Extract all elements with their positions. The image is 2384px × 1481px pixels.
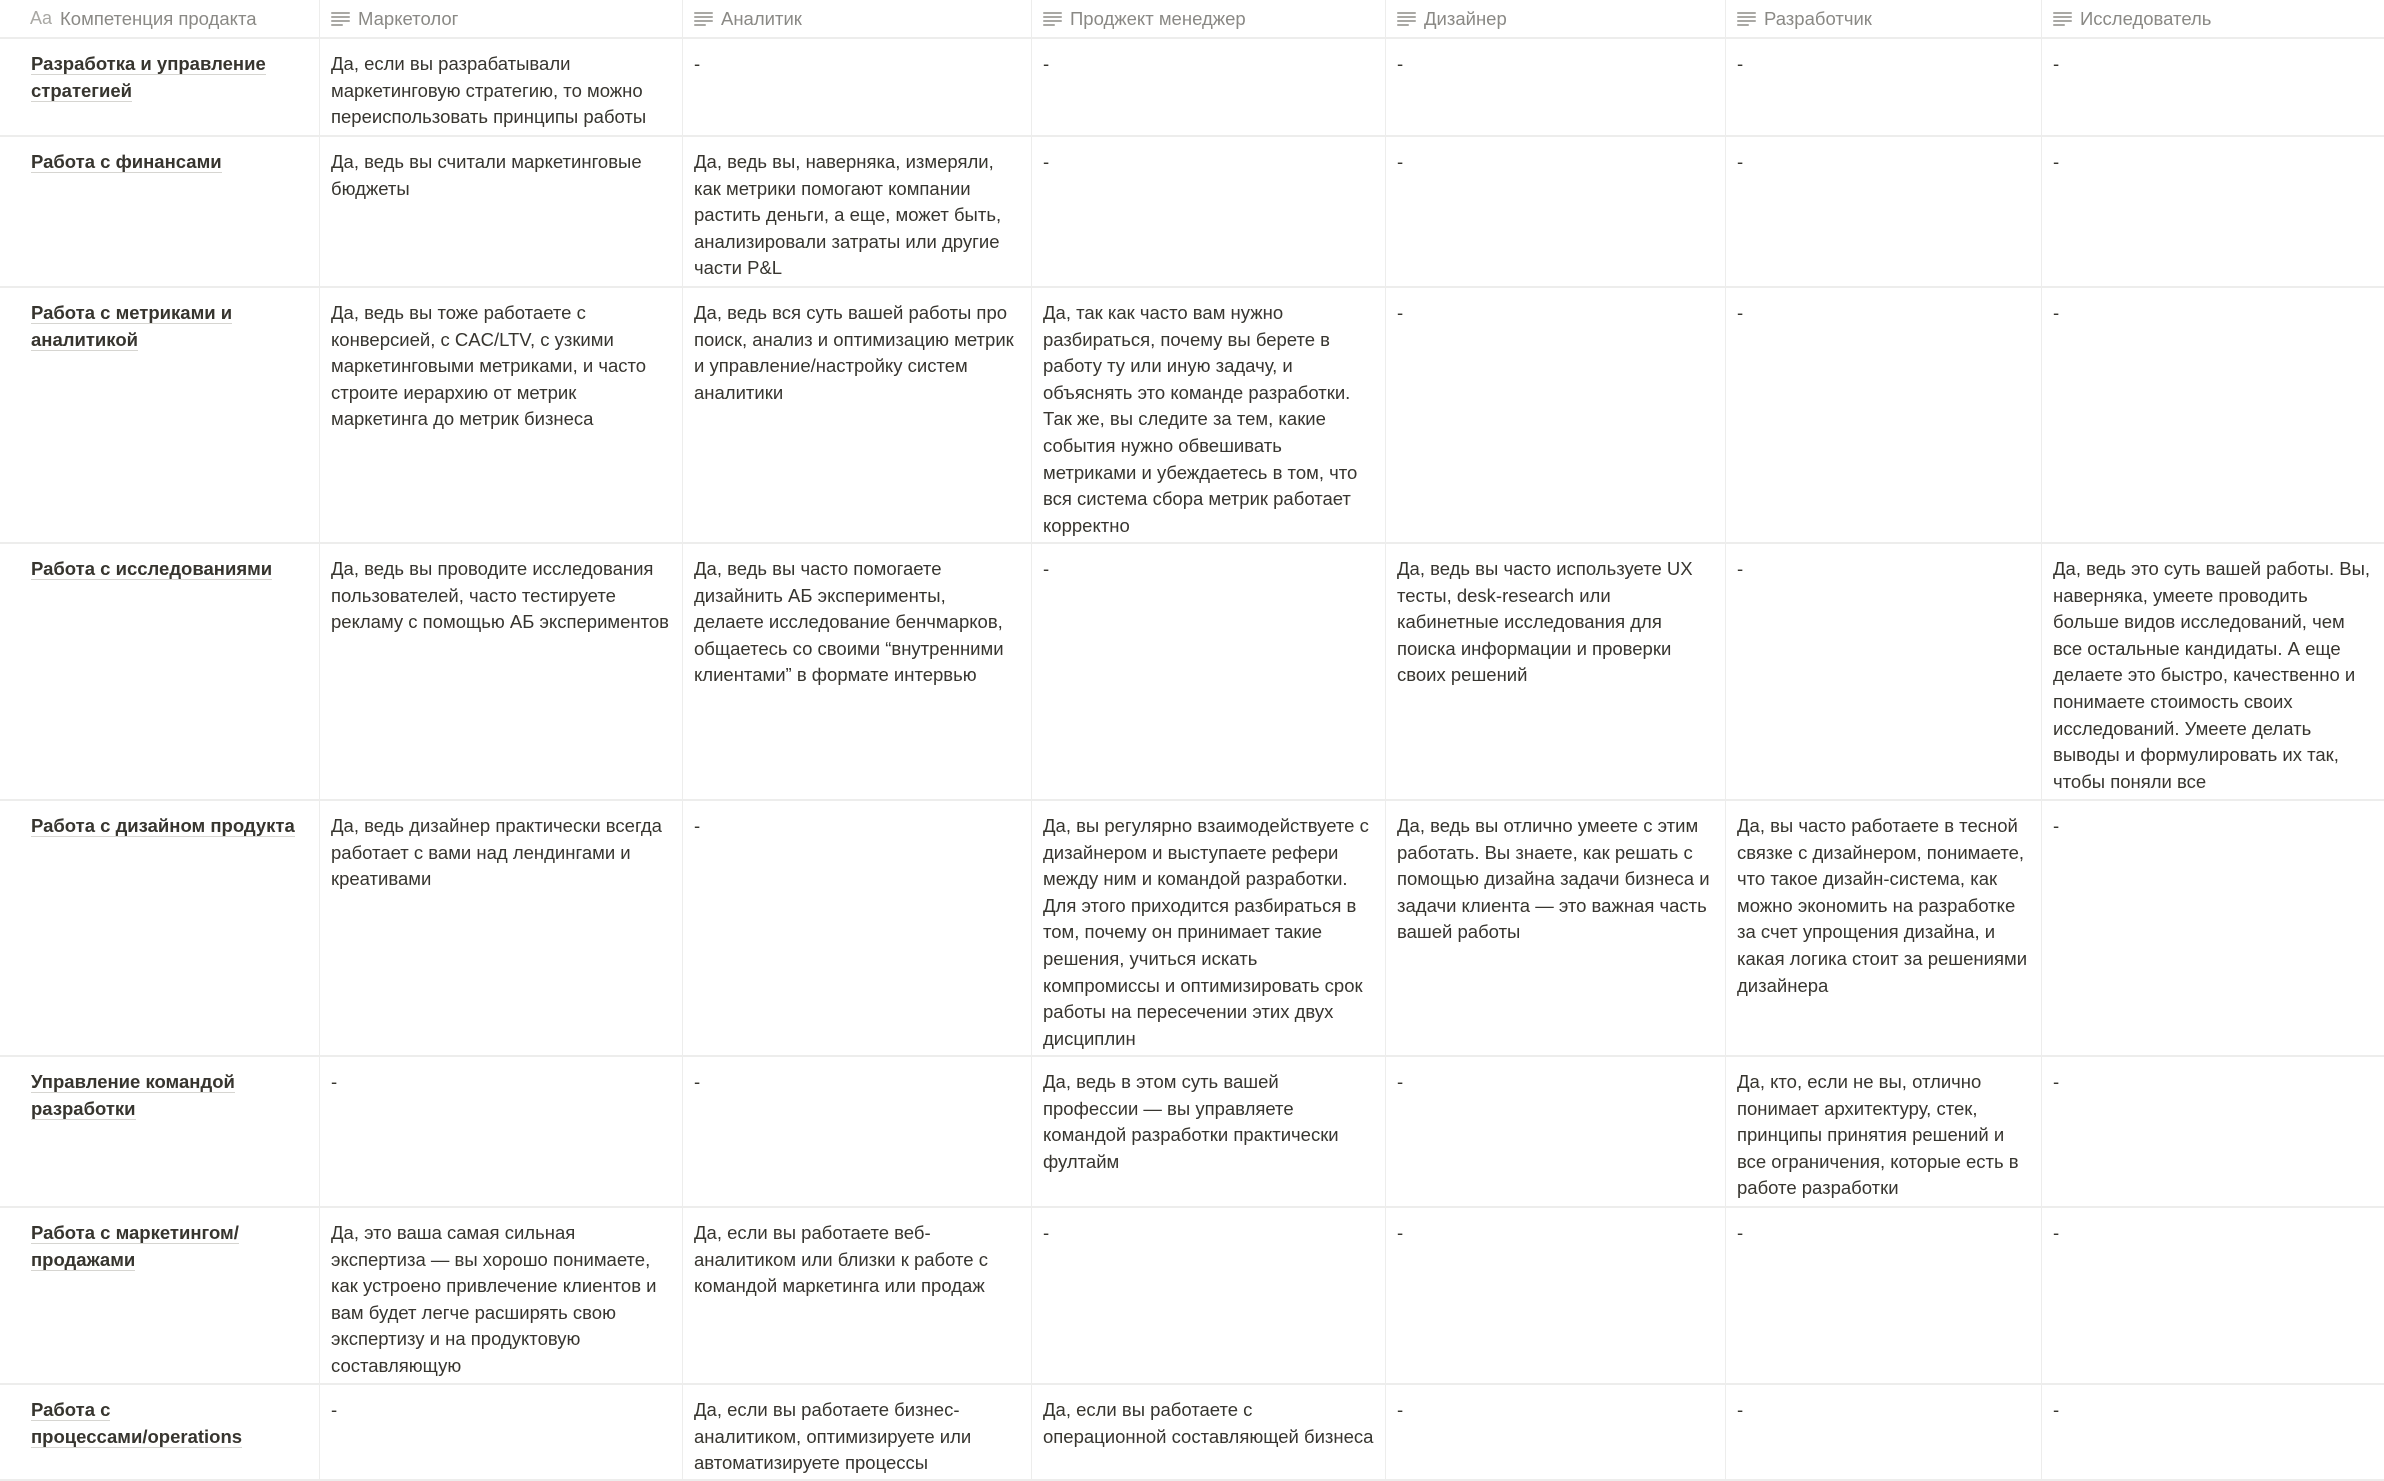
table-row [0, 39, 2384, 137]
cell-researcher[interactable]: - [2053, 815, 2060, 836]
table-row [0, 137, 2384, 288]
cell-designer[interactable]: - [1386, 137, 1726, 286]
cell-researcher[interactable]: - [2053, 53, 2060, 74]
text-lines-icon [1737, 11, 1756, 27]
row-title-cell[interactable] [0, 39, 320, 135]
table-row [0, 544, 2384, 801]
cell-designer[interactable]: - [1386, 1385, 1726, 1479]
text-lines-icon [331, 11, 350, 27]
row-title-link[interactable]: Разработка и управление стратегией [31, 53, 266, 101]
column-header-competence[interactable] [0, 0, 320, 37]
cell-researcher[interactable]: - [2053, 1222, 2060, 1243]
column-header-developer[interactable] [1726, 0, 2042, 37]
row-title-cell[interactable] [0, 544, 320, 799]
row-title-link[interactable]: Работа с исследованиями [31, 558, 273, 579]
cell-project-manager[interactable]: Да, вы регулярно взаимодействуете с дизайнером и выступаете рефери между ним и командой разработки. Для этого приходится разбираться в том, почему он принимает такие решения, учиться искать компромиссы и оптимизировать срок работы на пересечении этих двух дисциплин [1032, 801, 1386, 1055]
cell-analyst[interactable]: - [683, 39, 1032, 135]
text-lines-icon [2053, 11, 2072, 27]
cell-marketer[interactable]: Да, это ваша самая сильная экспертиза — вы хорошо понимаете, как устроено привлечение клиентов и вам будет легче расширять свою экспертизу и на продуктовую составляющую [320, 1208, 683, 1383]
cell-marketer[interactable]: - [320, 1385, 683, 1479]
row-title-cell[interactable] [0, 1385, 320, 1479]
cell-analyst[interactable]: Да, ведь вы часто помогаете дизайнить АБ эксперименты, делаете исследование бенчмарков, общаетесь со своими “внутренними клиентами” в формате интервью [683, 544, 1032, 799]
column-header-researcher[interactable] [2042, 0, 2384, 37]
cell-marketer[interactable]: Да, ведь вы считали маркетинговые бюджеты [320, 137, 683, 286]
cell-analyst[interactable]: Да, ведь вы, наверняка, измеряли, как метрики помогают компании растить деньги, а еще, может быть, анализировали затраты или другие части P&L [683, 137, 1032, 286]
column-header-label: Исследователь [2080, 8, 2212, 29]
cell-designer[interactable]: - [1386, 288, 1726, 542]
cell-developer[interactable]: Да, кто, если не вы, отлично понимает архитектуру, стек, принципы принятия решений и все ограничения, которые есть в работе разработки [1726, 1057, 2042, 1206]
cell-marketer[interactable]: Да, ведь дизайнер практически всегда работает с вами над лендингами и креативами [320, 801, 683, 1055]
cell-project-manager[interactable]: - [1032, 1208, 1386, 1383]
cell-project-manager[interactable]: - [1032, 39, 1386, 135]
row-title-cell[interactable] [0, 1057, 320, 1206]
cell-designer[interactable]: Да, ведь вы часто используете UX тесты, desk-research или кабинетные исследования для поиска информации и проверки своих решений [1386, 544, 1726, 799]
cell-designer[interactable]: - [1386, 1208, 1726, 1383]
row-title-cell[interactable] [0, 801, 320, 1055]
cell-project-manager[interactable]: - [1032, 544, 1386, 799]
cell-developer[interactable]: - [1726, 39, 2042, 135]
text-lines-icon [1043, 11, 1062, 27]
cell-project-manager[interactable]: - [1032, 137, 1386, 286]
column-header-label: Маркетолог [358, 8, 459, 29]
cell-project-manager[interactable]: Да, ведь в этом суть вашей профессии — вы управляете командой разработки практически фултайм [1032, 1057, 1386, 1206]
row-title-cell[interactable] [0, 137, 320, 286]
title-aa-icon: Aa [30, 8, 53, 28]
cell-marketer[interactable]: - [320, 1057, 683, 1206]
cell-researcher[interactable]: - [2053, 1399, 2060, 1420]
column-header-project-manager[interactable] [1032, 0, 1386, 37]
cell-marketer[interactable]: Да, ведь вы тоже работаете с конверсией, с CAC/LTV, с узкими маркетинговыми метриками, и часто строите иерархию от метрик маркетинга до метрик бизнеса [320, 288, 683, 542]
table-row [0, 288, 2384, 544]
cell-researcher[interactable]: - [2053, 1071, 2060, 1092]
cell-project-manager[interactable]: Да, если вы работаете с операционной составляющей бизнеса [1032, 1385, 1386, 1479]
cell-marketer[interactable]: Да, если вы разрабатывали маркетинговую стратегию, то можно переиспользовать принципы работы [320, 39, 683, 135]
cell-developer[interactable]: - [1726, 544, 2042, 799]
cell-researcher[interactable]: - [2053, 151, 2060, 172]
column-header-label: Компетенция продакта [60, 8, 257, 29]
cell-analyst[interactable]: Да, ведь вся суть вашей работы про поиск, анализ и оптимизацию метрик и управление/настройку систем аналитики [683, 288, 1032, 542]
column-header-analyst[interactable] [683, 0, 1032, 37]
row-title-link[interactable]: Работа с маркетингом/продажами [31, 1222, 239, 1270]
cell-researcher[interactable]: - [2053, 302, 2060, 323]
cell-analyst[interactable]: - [683, 1057, 1032, 1206]
cell-developer[interactable]: - [1726, 137, 2042, 286]
row-title-cell[interactable] [0, 288, 320, 542]
cell-designer[interactable]: - [1386, 39, 1726, 135]
row-title-link[interactable]: Управление командой разработки [31, 1071, 235, 1119]
cell-developer[interactable]: - [1726, 288, 2042, 542]
column-header-label: Дизайнер [1424, 8, 1507, 29]
column-header-designer[interactable] [1386, 0, 1726, 37]
column-header-label: Аналитик [721, 8, 802, 29]
cell-analyst[interactable]: - [683, 801, 1032, 1055]
table-row [0, 1208, 2384, 1385]
row-title-link[interactable]: Работа с дизайном продукта [31, 815, 295, 836]
cell-developer[interactable]: - [1726, 1385, 2042, 1479]
table-row [0, 801, 2384, 1057]
row-title-cell[interactable] [0, 1208, 320, 1383]
column-header-label: Проджект менеджер [1070, 8, 1246, 29]
cell-developer[interactable]: - [1726, 1208, 2042, 1383]
column-header-marketer[interactable] [320, 0, 683, 37]
row-title-link[interactable]: Работа с метриками и аналитикой [31, 302, 233, 350]
table-row [0, 1057, 2384, 1208]
table-row [0, 1385, 2384, 1481]
cell-developer[interactable]: Да, вы часто работаете в тесной связке с дизайнером, понимаете, что такое дизайн-система, как можно экономить на разработке за счет упрощения дизайна, и какая логика стоит за решениями дизайнера [1726, 801, 2042, 1055]
text-lines-icon [694, 11, 713, 27]
table-header-row [0, 0, 2384, 39]
row-title-link[interactable]: Работа с процессами/operations [31, 1399, 243, 1447]
cell-project-manager[interactable]: Да, так как часто вам нужно разбираться, почему вы берете в работу ту или иную задачу, и объяснять это команде разработки. Так же, вы следите за тем, какие события нужно обвешивать метриками и убеждаетесь в том, что вся система сбора метрик работает корректно [1032, 288, 1386, 542]
cell-researcher[interactable]: Да, ведь это суть вашей работы. Вы, наверняка, умеете проводить больше видов исследований, чем все остальные кандидаты. А еще делаете это быстро, качественно и понимаете стоимость своих исследований. Умеете делать выводы и формулировать их так, чтобы поняли все [2053, 558, 2371, 792]
text-lines-icon [1397, 11, 1416, 27]
column-header-label: Разработчик [1764, 8, 1872, 29]
cell-marketer[interactable]: Да, ведь вы проводите исследования пользователей, часто тестируете рекламу с помощью АБ экспериментов [320, 544, 683, 799]
cell-analyst[interactable]: Да, если вы работаете бизнес-аналитиком, оптимизируете или автоматизируете процессы [683, 1385, 1032, 1479]
row-title-link[interactable]: Работа с финансами [31, 151, 222, 172]
cell-analyst[interactable]: Да, если вы работаете веб-аналитиком или близки к работе с командой маркетинга или продаж [683, 1208, 1032, 1383]
cell-designer[interactable]: - [1386, 1057, 1726, 1206]
cell-designer[interactable]: Да, ведь вы отлично умеете с этим работать. Вы знаете, как решать с помощью дизайна задачи бизнеса и задачи клиента — это важная часть вашей работы [1386, 801, 1726, 1055]
